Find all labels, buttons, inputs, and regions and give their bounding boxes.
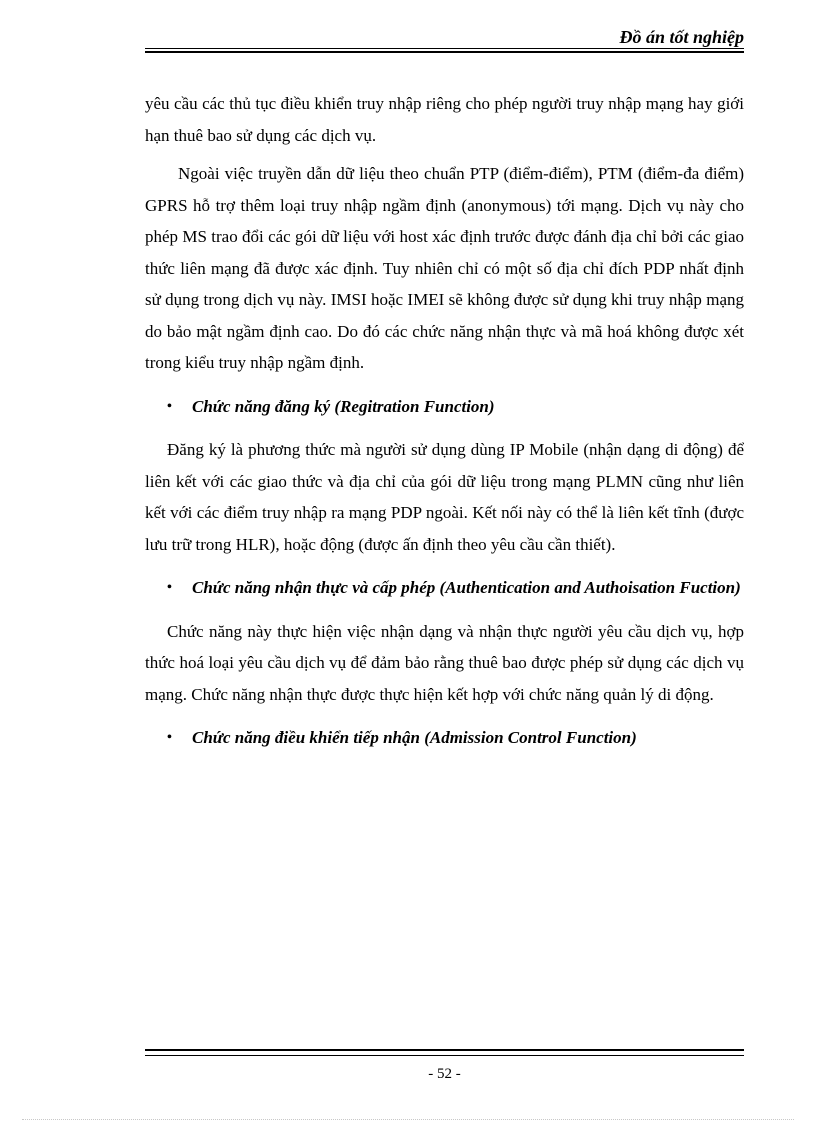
footer-rule-thin bbox=[145, 1055, 744, 1056]
bullet-registration-function bbox=[145, 391, 744, 423]
bullet-admission-label: Chức năng điều khiển tiếp nhận (Admission Control Function) bbox=[192, 728, 637, 747]
paragraph-registration: Đăng ký là phương thức mà người sử dụng dùng IP Mobile (nhận dạng di động) để liên kết với các giao thức và địa chỉ của gói dữ liệu trong mạng PLMN cũng như liên kết với các điểm truy nhập ra mạng PDP ngoài. Kết nối này có thể là liên kết tĩnh (được lưu trữ trong HLR), hoặc động (được ấn định theo yêu cầu cần thiết). bbox=[145, 440, 744, 554]
page-number: - 52 - bbox=[428, 1066, 461, 1082]
bullet-admission-control-function bbox=[145, 722, 744, 754]
paragraph-access-control: yêu cầu các thủ tục điều khiển truy nhập riêng cho phép người truy nhập mạng hay giới hạn thuê bao sử dụng các dịch vụ. bbox=[145, 94, 744, 145]
bullet-icon: • bbox=[167, 398, 172, 414]
document-body bbox=[145, 88, 744, 754]
bullet-authentication-label: Chức năng nhận thực và cấp phép (Authentication and Authoisation Fuction) bbox=[192, 578, 741, 597]
paragraph-anonymous-access: Ngoài việc truyền dẫn dữ liệu theo chuẩn PTP (điểm-điểm), PTM (điểm-đa điểm) GPRS hỗ trợ thêm loại truy nhập ngầm định (anonymous) tới mạng. Dịch vụ này cho phép MS trao đổi các gói dữ liệu với host xác định trước được đánh địa chỉ bởi các giao thức liên mạng đã được xác định. Tuy nhiên chỉ có một số địa chỉ đích PDP nhất định sử dụng trong dịch vụ này. IMSI hoặc IMEI sẽ không được sử dụng khi truy nhập mạng do bảo mật ngầm định cao. Do đó các chức năng nhận thực và mã hoá không được xét trong kiểu truy nhập ngầm định. bbox=[145, 164, 744, 372]
header-title: Đồ án tốt nghiệp bbox=[619, 27, 744, 47]
paragraph-authentication: Chức năng này thực hiện việc nhận dạng và nhận thực người yêu cầu dịch vụ, hợp thức hoá loại yêu cầu dịch vụ để đảm bảo rằng thuê bao được phép sử dụng các dịch vụ mạng. Chức năng nhận thực được thực hiện kết hợp với chức năng quản lý di động. bbox=[145, 621, 744, 704]
bullet-icon: • bbox=[167, 580, 172, 595]
bullet-icon: • bbox=[167, 730, 172, 745]
header-rule-thin bbox=[145, 48, 744, 49]
header-rule-thick bbox=[145, 51, 744, 53]
footer-rule-thick bbox=[145, 1049, 744, 1051]
page-bottom-dotted-edge bbox=[22, 1119, 794, 1120]
bullet-authentication-function bbox=[145, 572, 744, 604]
bullet-registration-label: Chức năng đăng ký (Regitration Function) bbox=[192, 396, 495, 416]
